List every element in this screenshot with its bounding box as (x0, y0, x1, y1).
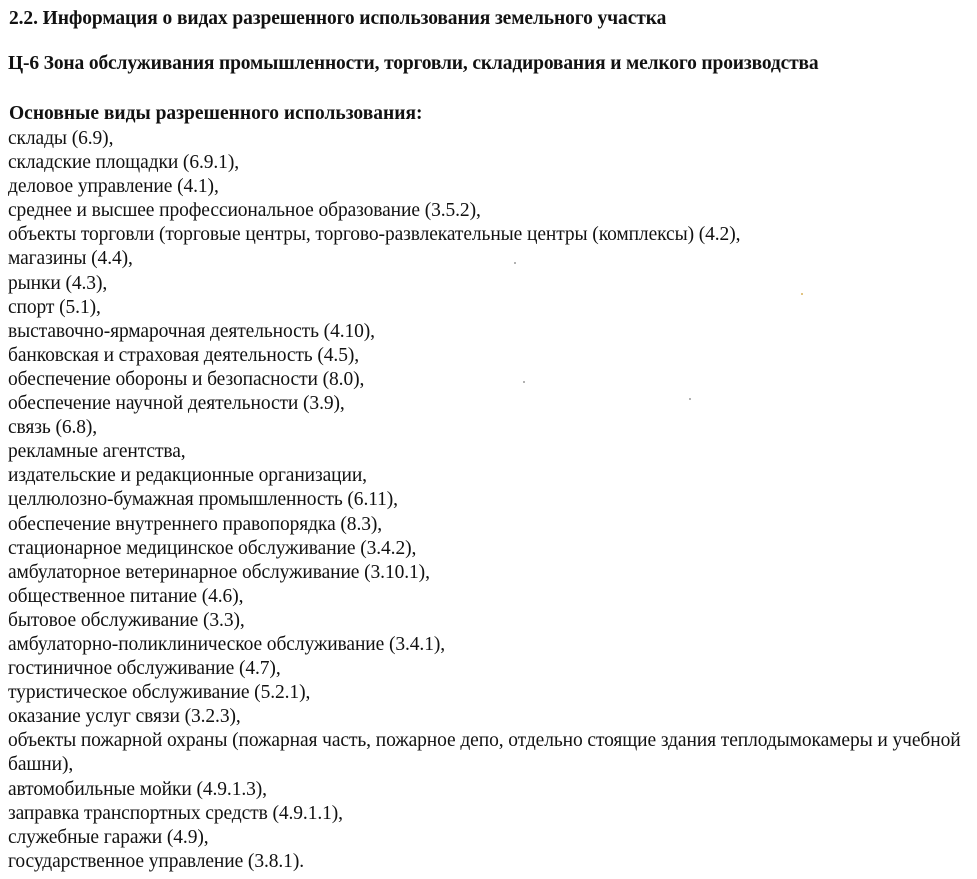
list-item: склады (6.9), (8, 128, 114, 149)
list-item: среднее и высшее профессиональное образование (3.5.2), (8, 200, 481, 222)
scan-speck (523, 381, 525, 383)
list-item: бытовое обслуживание (3.3), (8, 609, 245, 631)
list-item: автомобильные мойки (4.9.1.3), (8, 778, 267, 800)
list-item: стационарное медицинское обслуживание (3.4.2), (8, 537, 417, 559)
list-item: магазины (4.4), (8, 248, 133, 270)
list-item: амбулаторно-поликлиническое обслуживание (3.4.1), (8, 633, 446, 655)
permitted-uses-list (8, 127, 973, 874)
list-item: оказание услуг связи (3.2.3), (8, 706, 241, 728)
scan-speck (689, 398, 691, 400)
list-item: спорт (5.1), (8, 296, 101, 318)
list-item: деловое управление (4.1), (8, 176, 219, 198)
list-item: рекламные агентства, (8, 441, 186, 463)
list-item: выставочно-ярмарочная деятельность (4.10), (8, 320, 375, 342)
list-item: обеспечение обороны и безопасности (8.0), (8, 368, 365, 390)
list-item: складские площадки (6.9.1), (8, 152, 239, 174)
list-item: целлюлозно-бумажная промышленность (6.11), (8, 489, 398, 511)
scan-speck (801, 293, 803, 295)
scan-speck (514, 262, 516, 264)
zone-heading: Ц-6 Зона обслуживания промышленности, торговли, складирования и мелкого производства (8, 53, 819, 74)
section-heading: 2.2. Информация о видах разрешенного использования земельного участка (9, 8, 667, 29)
list-item: обеспечение внутреннего правопорядка (8.3), (8, 513, 383, 535)
list-item: служебные гаражи (4.9), (8, 826, 209, 848)
list-item: объекты торговли (торговые центры, торгово-развлекательные центры (комплексы) (4.2), (8, 224, 741, 246)
list-item: амбулаторное ветеринарное обслуживание (3.10.1), (8, 561, 430, 583)
list-item: гостиничное обслуживание (4.7), (8, 658, 281, 680)
list-item: рынки (4.3), (8, 272, 108, 294)
list-item: издательские и редакционные организации, (8, 465, 367, 487)
list-item: государственное управление (3.8.1). (8, 850, 304, 872)
list-item: банковская и страховая деятельность (4.5), (8, 344, 360, 366)
list-item: туристическое обслуживание (5.2.1), (8, 682, 311, 704)
list-item: связь (6.8), (8, 417, 98, 439)
list-item: обеспечение научной деятельности (3.9), (8, 393, 345, 415)
uses-heading: Основные виды разрешенного использования: (9, 103, 423, 124)
list-item: объекты пожарной охраны (пожарная часть, пожарное депо, отдельно стоящие здания теплодымокамеры и учебной башни), (8, 730, 961, 776)
list-item: заправка транспортных средств (4.9.1.1), (8, 802, 343, 824)
list-item: общественное питание (4.6), (8, 585, 244, 607)
